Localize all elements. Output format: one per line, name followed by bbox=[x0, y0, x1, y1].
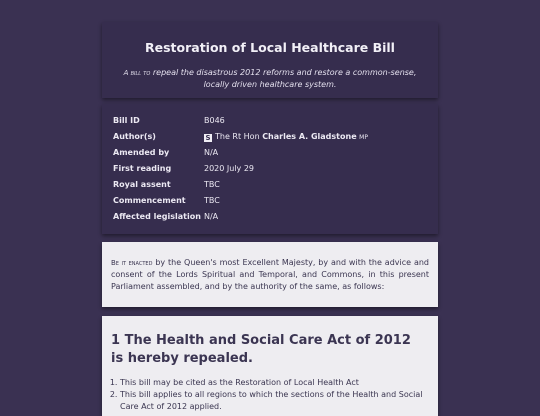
info-row-affected-legislation bbox=[113, 212, 430, 228]
amended-by-value: N/A bbox=[204, 148, 219, 157]
long-title-text: repeal the disastrous 2012 reforms and restore a common-sense, locally driven healthcare system. bbox=[152, 68, 417, 89]
affected-legislation-label: Affected legislation bbox=[113, 212, 201, 221]
info-row-authors bbox=[113, 132, 430, 148]
enacting-formula bbox=[111, 257, 429, 293]
authors-value bbox=[204, 132, 368, 142]
authors-label: Author(s) bbox=[113, 132, 156, 141]
info-row-commencement bbox=[113, 196, 430, 212]
section-card bbox=[102, 316, 438, 416]
list-item: 1. This bill may be cited as the Restoration of Local Health Act bbox=[120, 377, 430, 389]
info-row-first-reading bbox=[113, 164, 430, 180]
party-badge-icon: S bbox=[205, 134, 211, 142]
list-item: 2. This bill applies to all regions to which the sections of the Health and Social Care Act of 2012 applied. bbox=[120, 389, 430, 413]
bill-id-label: Bill ID bbox=[113, 116, 140, 125]
royal-assent-value: TBC bbox=[204, 180, 220, 189]
commencement-label: Commencement bbox=[113, 196, 186, 205]
bill-title: Restoration of Local Healthcare Bill bbox=[145, 40, 395, 55]
author-suffix: MP bbox=[359, 134, 368, 141]
author-honorific: The Rt Hon bbox=[215, 132, 260, 141]
bill-long-title bbox=[116, 67, 424, 91]
enacting-prefix: Be it enacted bbox=[111, 259, 153, 267]
royal-assent-label: Royal assent bbox=[113, 180, 171, 189]
long-title-prefix: A bill to bbox=[123, 69, 151, 77]
section-heading: 1 The Health and Social Care Act of 2012 is hereby repealed. bbox=[111, 333, 411, 366]
bill-title-card bbox=[102, 22, 438, 98]
first-reading-value: 2020 July 29 bbox=[204, 164, 255, 173]
commencement-value: TBC bbox=[204, 196, 220, 205]
enacting-text: by the Queen's most Excellent Majesty, by and with the advice and consent of the Lords Spiritual and Temporal, and Commons, in this present Parliament assembled, and by the authority of the same, as follows: bbox=[111, 258, 429, 291]
bill-id-value: B046 bbox=[204, 116, 225, 125]
affected-legislation-value: N/A bbox=[204, 212, 219, 221]
enacting-formula-card bbox=[102, 242, 438, 307]
info-row-bill-id bbox=[113, 116, 430, 132]
first-reading-label: First reading bbox=[113, 164, 172, 173]
info-row-amended-by bbox=[113, 148, 430, 164]
section-list bbox=[102, 377, 430, 413]
info-row-royal-assent bbox=[113, 180, 430, 196]
author-name[interactable]: Charles A. Gladstone bbox=[262, 132, 357, 141]
amended-by-label: Amended by bbox=[113, 148, 170, 157]
bill-info-card bbox=[102, 104, 438, 234]
